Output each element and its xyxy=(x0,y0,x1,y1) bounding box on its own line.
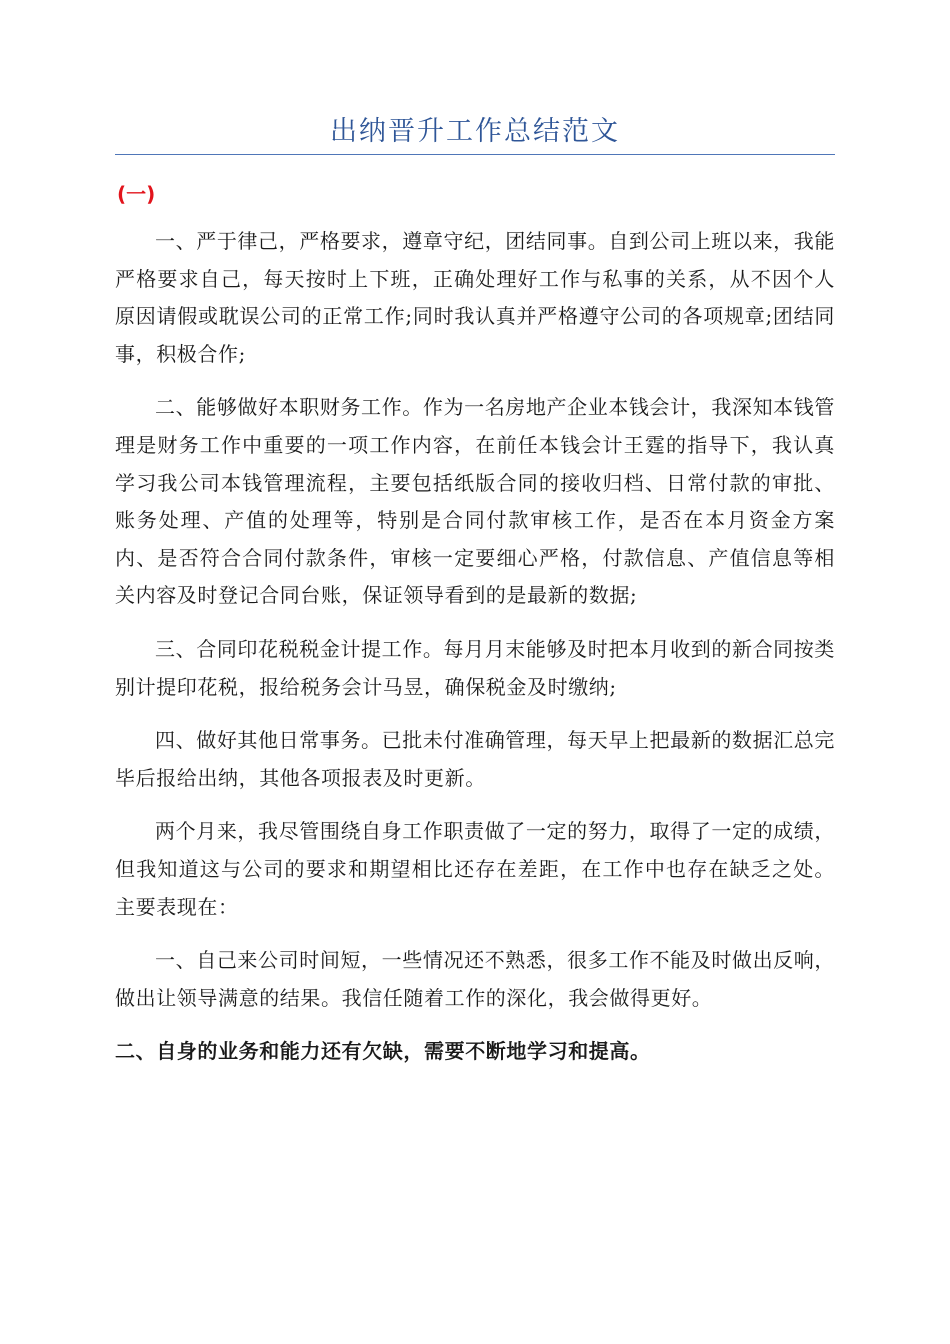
section-heading: (一) xyxy=(117,182,156,206)
paragraph-4: 四、做好其他日常事务。已批未付准确管理，每天早上把最新的数据汇总完毕后报给出纳，其他各项报表及时更新。 xyxy=(115,728,835,790)
paragraph-1: 一、严于律己，严格要求，遵章守纪，团结同事。自到公司上班以来，我能严格要求自己，每天按时上下班，正确处理好工作与私事的关系，从不因个人原因请假或耽误公司的正常工作;同时我认真并严格遵守公司的各项规章;团结同事，积极合作; xyxy=(115,229,835,366)
document-body xyxy=(115,223,835,1071)
page-title: 出纳晋升工作总结范文 xyxy=(330,116,620,147)
title-underline xyxy=(115,154,835,155)
paragraph-6: 一、自己来公司时间短，一些情况还不熟悉，很多工作不能及时做出反响，做出让领导满意的结果。我信任随着工作的深化，我会做得更好。 xyxy=(115,948,835,1010)
paragraph-3: 三、合同印花税税金计提工作。每月月末能够及时把本月收到的新合同按类别计提印花税，报给税务会计马昱，确保税金及时缴纳; xyxy=(115,636,835,699)
bold-subheading: 二、自身的业务和能力还有欠缺，需要不断地学习和提高。 xyxy=(115,1039,651,1064)
paragraph-5: 两个月来，我尽管围绕自身工作职责做了一定的努力，取得了一定的成绩，但我知道这与公司的要求和期望相比还存在差距，在工作中也存在缺乏之处。主要表现在： xyxy=(115,819,835,919)
paragraph-2: 二、能够做好本职财务工作。作为一名房地产企业本钱会计，我深知本钱管理是财务工作中重要的一项工作内容，在前任本钱会计王霆的指导下，我认真学习我公司本钱管理流程，主要包括纸版合同的接收归档、日常付款的审批、账务处理、产值的处理等，特别是合同付款审核工作，是否在本月资金方案内、是否符合合同付款条件，审核一定要细心严格，付款信息、产值信息等相关内容及时登记合同台账，保证领导看到的是最新的数据; xyxy=(115,395,835,608)
